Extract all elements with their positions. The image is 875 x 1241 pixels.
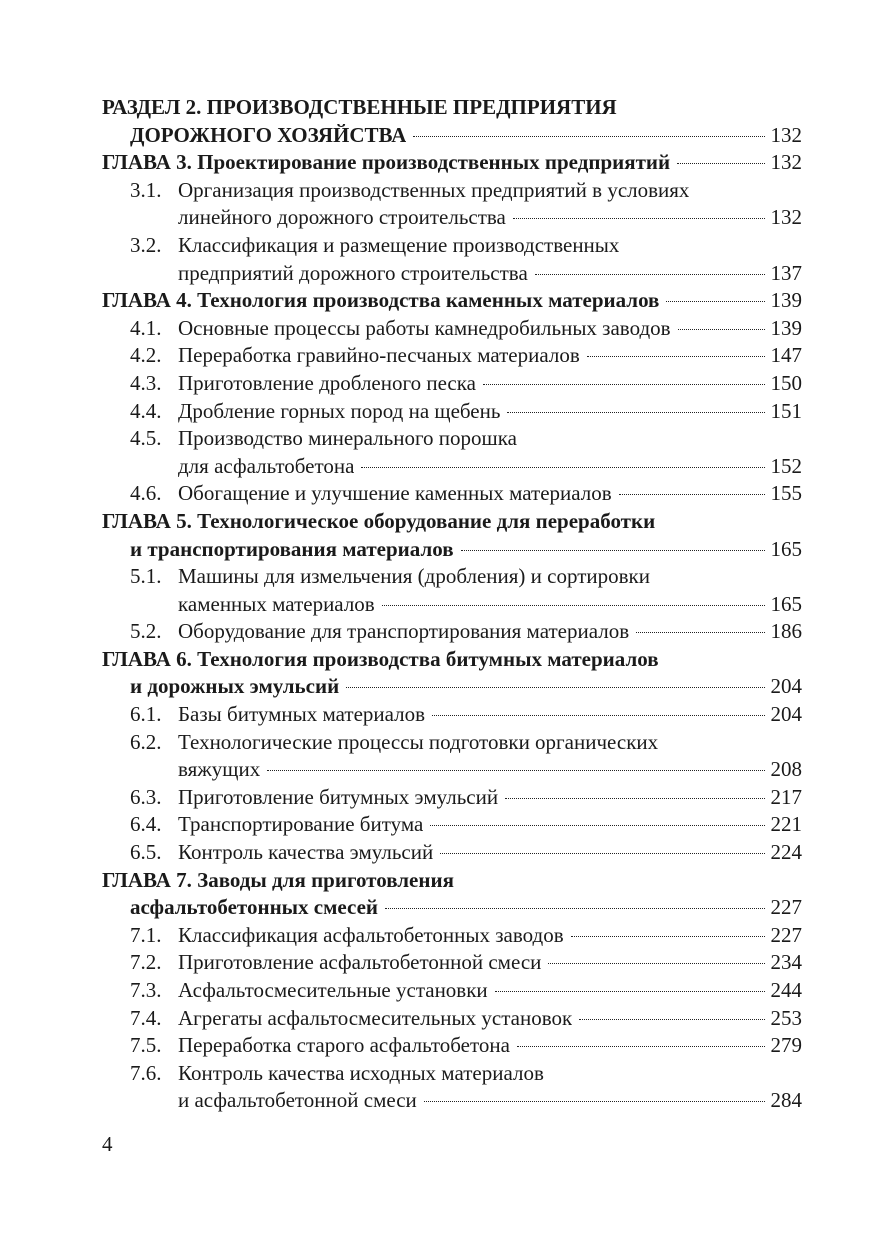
chapter-title: ГЛАВА 6. Технология производства битумных материалов: [102, 646, 659, 671]
toc-subsection-entry: [102, 977, 802, 1005]
subsection-number: 6.3.: [130, 784, 162, 809]
subsection-title: Обогащение и улучшение каменных материалов: [178, 481, 612, 506]
subsection-number: 4.2.: [130, 343, 162, 368]
subsection-number: 4.4.: [130, 398, 162, 423]
subsection-number: 7.5.: [130, 1033, 162, 1058]
subsection-number: 4.1.: [130, 315, 162, 340]
toc-subsection-entry: [102, 398, 802, 426]
page-number: 137: [770, 260, 802, 285]
toc-section-title-line2: ДОРОЖНОГО ХОЗЯЙСТВА: [130, 122, 407, 147]
page-number: 132: [770, 150, 802, 175]
subsection-title: Базы битумных материалов: [178, 702, 426, 727]
page-number: 253: [770, 1005, 802, 1030]
dot-leader: [619, 494, 765, 495]
subsection-title: Транспортирование битума: [178, 812, 424, 837]
subsection-number: 3.1.: [130, 177, 162, 202]
dot-leader: [424, 1101, 765, 1102]
chapter-title-cont: и дорожных эмульсий: [130, 674, 340, 699]
subsection-number: 4.5.: [130, 426, 162, 451]
subsection-number: 4.6.: [130, 481, 162, 506]
page-number: 186: [770, 619, 802, 644]
subsection-title-cont: для асфальтобетона: [178, 453, 355, 478]
toc-section-title: [102, 94, 802, 122]
toc-subsection-entry: [102, 563, 802, 591]
page-number: 147: [770, 343, 802, 368]
toc-chapter-entry: [102, 536, 802, 564]
page-number: 139: [770, 315, 802, 340]
toc-subsection-entry: [102, 453, 802, 481]
toc-chapter-entry: [102, 894, 802, 922]
toc-subsection-entry: [102, 1005, 802, 1033]
subsection-number: 3.2.: [130, 232, 162, 257]
subsection-title-cont: и асфальтобетонной смеси: [178, 1088, 417, 1113]
toc-subsection-entry: [102, 342, 802, 370]
dot-leader: [535, 274, 765, 275]
chapter-title-cont: и транспортирования материалов: [130, 536, 454, 561]
page-number: 132: [770, 205, 802, 230]
dot-leader: [587, 356, 765, 357]
page-number: 139: [770, 288, 802, 313]
page-number: 221: [770, 812, 802, 837]
subsection-title: Переработка старого асфальтобетона: [178, 1033, 510, 1058]
toc-subsection-entry: [102, 618, 802, 646]
page-number: 244: [770, 978, 802, 1002]
subsection-title: Контроль качества исходных материалов: [178, 1060, 544, 1085]
subsection-title-cont: предприятий дорожного строительства: [178, 260, 528, 285]
page-folio-number: 4: [102, 1132, 113, 1156]
toc-chapter-entry: [102, 508, 802, 536]
dot-leader: [677, 163, 764, 164]
subsection-title: Производство минерального порошка: [178, 426, 517, 451]
dot-leader: [413, 136, 764, 137]
subsection-title: Контроль качества эмульсий: [178, 840, 434, 865]
page-number: 227: [770, 895, 802, 920]
toc-subsection-entry: [102, 949, 802, 977]
page-number: 279: [770, 1033, 802, 1058]
dot-leader: [548, 963, 764, 964]
page-number: 165: [770, 536, 802, 561]
dot-leader: [513, 218, 765, 219]
page-number: 234: [770, 950, 802, 975]
toc-section-title-line1: РАЗДЕЛ 2. ПРОИЗВОДСТВЕННЫЕ ПРЕДПРИЯТИЯ: [102, 95, 617, 119]
subsection-number: 7.2.: [130, 950, 162, 975]
subsection-title-cont: каменных материалов: [178, 591, 375, 616]
page-number: 165: [770, 591, 802, 616]
subsection-title: Оборудование для транспортирования материалов: [178, 619, 630, 644]
dot-leader: [666, 301, 764, 302]
toc-chapter-entry: [102, 673, 802, 701]
dot-leader: [636, 632, 764, 633]
toc-subsection-entry: [102, 839, 802, 867]
toc-subsection-entry: [102, 756, 802, 784]
page-number: 227: [770, 922, 802, 947]
toc-subsection-entry: [102, 232, 802, 260]
dot-leader: [678, 329, 765, 330]
toc-subsection-entry: [102, 701, 802, 729]
toc-subsection-entry: [102, 784, 802, 812]
subsection-number: 6.2.: [130, 729, 162, 754]
toc-subsection-entry: [102, 922, 802, 950]
page-number: 151: [770, 398, 802, 423]
subsection-number: 6.1.: [130, 702, 162, 727]
subsection-number: 5.1.: [130, 564, 162, 589]
subsection-number: 7.4.: [130, 1005, 162, 1030]
dot-leader: [361, 467, 764, 468]
page-number: 284: [770, 1088, 802, 1113]
toc-subsection-entry: [102, 204, 802, 232]
toc-subsection-entry: [102, 315, 802, 343]
subsection-title: Классификация и размещение производственных: [178, 232, 620, 257]
chapter-title: ГЛАВА 3. Проектирование производственных предприятий: [102, 150, 671, 175]
dot-leader: [432, 715, 764, 716]
table-of-contents: [102, 94, 802, 1115]
chapter-title-cont: асфальтобетонных смесей: [130, 895, 379, 920]
dot-leader: [267, 770, 764, 771]
toc-subsection-entry: [102, 1032, 802, 1060]
subsection-title: Организация производственных предприятий в условиях: [178, 177, 690, 202]
subsection-title: Основные процессы работы камнедробильных заводов: [178, 315, 671, 340]
subsection-number: 7.3.: [130, 978, 162, 1002]
dot-leader: [382, 605, 765, 606]
page-number: 150: [770, 370, 802, 395]
subsection-title-cont: вяжущих: [178, 757, 261, 782]
toc-section-title: [102, 122, 802, 150]
subsection-title: Классификация асфальтобетонных заводов: [178, 922, 564, 947]
subsection-title: Приготовление битумных эмульсий: [178, 784, 499, 809]
toc-chapter-entry: [102, 287, 802, 315]
dot-leader: [517, 1046, 765, 1047]
dot-leader: [495, 991, 765, 992]
subsection-title: Асфальтосмесительные установки: [178, 978, 488, 1002]
dot-leader: [440, 853, 764, 854]
subsection-title: Агрегаты асфальтосмесительных установок: [178, 1005, 573, 1030]
subsection-number: 7.6.: [130, 1060, 162, 1085]
dot-leader: [579, 1019, 764, 1020]
dot-leader: [461, 550, 765, 551]
toc-subsection-entry: [102, 425, 802, 453]
subsection-title: Приготовление асфальтобетонной смеси: [178, 950, 542, 975]
subsection-title: Машины для измельчения (дробления) и сортировки: [178, 564, 650, 589]
page-number: 155: [770, 481, 802, 506]
page-number: 224: [770, 840, 802, 865]
subsection-number: 4.3.: [130, 370, 162, 395]
toc-subsection-entry: [102, 811, 802, 839]
toc-subsection-entry: [102, 370, 802, 398]
toc-subsection-entry: [102, 1087, 802, 1115]
toc-subsection-entry: [102, 1060, 802, 1088]
dot-leader: [346, 687, 764, 688]
chapter-title: ГЛАВА 7. Заводы для приготовления: [102, 867, 454, 892]
subsection-title: Дробление горных пород на щебень: [178, 398, 501, 423]
toc-subsection-entry: [102, 591, 802, 619]
toc-subsection-entry: [102, 260, 802, 288]
dot-leader: [505, 798, 764, 799]
page-number: 217: [770, 784, 802, 809]
subsection-number: 6.4.: [130, 812, 162, 837]
toc-subsection-entry: [102, 480, 802, 508]
dot-leader: [430, 825, 764, 826]
subsection-number: 5.2.: [130, 619, 162, 644]
subsection-number: 7.1.: [130, 922, 162, 947]
toc-chapter-entry: [102, 867, 802, 895]
toc-chapter-entry: [102, 149, 802, 177]
dot-leader: [483, 384, 765, 385]
dot-leader: [571, 936, 765, 937]
dot-leader: [507, 412, 764, 413]
subsection-title: Переработка гравийно-песчаных материалов: [178, 343, 580, 368]
toc-subsection-entry: [102, 177, 802, 205]
subsection-title-cont: линейного дорожного строительства: [178, 205, 506, 230]
page-number: 152: [770, 453, 802, 478]
page-number: 204: [770, 674, 802, 699]
chapter-title: ГЛАВА 4. Технология производства каменных материалов: [102, 288, 660, 313]
toc-subsection-entry: [102, 729, 802, 757]
page-number: 132: [770, 122, 802, 147]
page-number: 208: [770, 757, 802, 782]
subsection-number: 6.5.: [130, 840, 162, 865]
dot-leader: [385, 908, 764, 909]
subsection-title: Технологические процессы подготовки органических: [178, 729, 659, 754]
page-number: 204: [770, 702, 802, 727]
toc-chapter-entry: [102, 646, 802, 674]
chapter-title: ГЛАВА 5. Технологическое оборудование для переработки: [102, 508, 656, 533]
subsection-title: Приготовление дробленого песка: [178, 370, 476, 395]
